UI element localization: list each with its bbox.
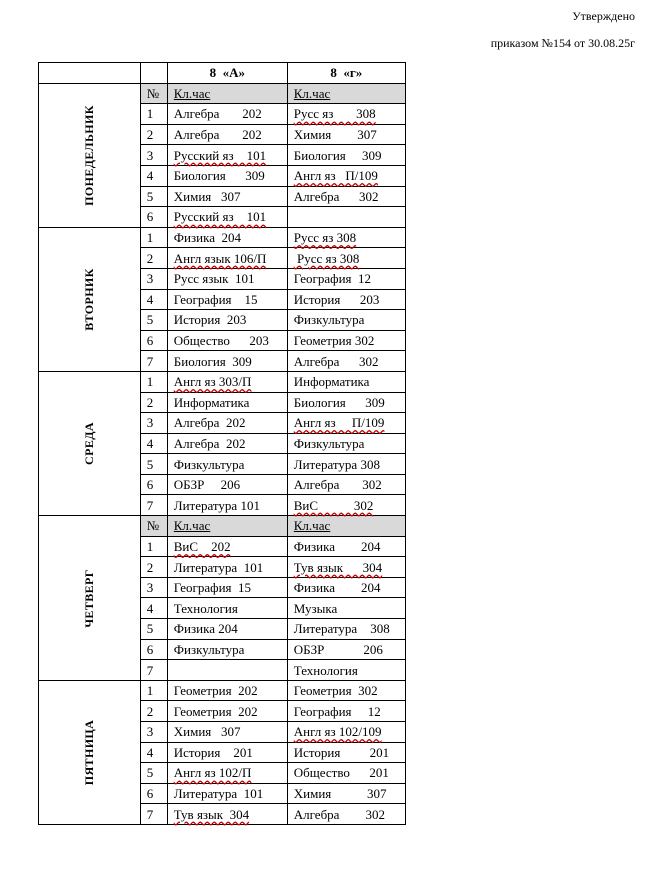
lesson-number: 3	[140, 145, 167, 166]
lesson-number: 6	[140, 639, 167, 660]
lesson-number: 7	[140, 660, 167, 681]
class-a-lesson: Русский яз 101	[173, 147, 267, 163]
day-name: ПОНЕДЕЛЬНИК	[81, 105, 96, 207]
class-a-lesson: Кл.час	[173, 518, 211, 534]
day-name-cell	[39, 371, 141, 515]
class-a-lesson-cell	[167, 433, 287, 454]
class-a-lesson-cell	[167, 351, 287, 372]
class-a-lesson: Литература 101	[173, 497, 260, 513]
class-a-lesson: География 15	[173, 291, 258, 307]
class-a-lesson-cell	[167, 557, 287, 578]
class-g-lesson-cell	[287, 495, 405, 516]
class-g-lesson: Физкультура	[293, 435, 365, 451]
class-g-lesson: Общество 201	[293, 765, 389, 781]
class-g-lesson-cell	[287, 145, 405, 166]
class-g-lesson: Физика 204	[293, 538, 381, 554]
class-a-lesson: Англ яз 102/П	[173, 765, 252, 781]
class-g-lesson: Англ яз 102/109	[293, 724, 382, 740]
class-a-lesson: Геометрия 202	[173, 683, 258, 699]
lesson-number: 6	[140, 783, 167, 804]
lesson-number: 4	[140, 289, 167, 310]
class-a-lesson: Кл.час	[173, 85, 211, 101]
class-g-lesson: ВиС 302	[293, 497, 374, 513]
class-g-lesson: ОБЗР 206	[293, 641, 383, 657]
class-g-lesson-cell	[287, 330, 405, 351]
lesson-number: 2	[140, 392, 167, 413]
lesson-number: 1	[140, 227, 167, 248]
class-a-lesson-cell	[167, 248, 287, 269]
class-a-lesson: Биология 309	[173, 353, 252, 369]
class-g-lesson-cell	[287, 310, 405, 331]
day-name: СРЕДА	[81, 422, 96, 466]
class-a-lesson: Геометрия 202	[173, 703, 258, 719]
lesson-number: 6	[140, 207, 167, 228]
class-a-lesson: Алгебра 202	[173, 415, 246, 431]
class-g-lesson-cell	[287, 639, 405, 660]
class-g-lesson-cell	[287, 413, 405, 434]
class-g-lesson: Алгебра 302	[293, 188, 379, 204]
class-g-lesson-cell	[287, 804, 405, 825]
lesson-number: 4	[140, 598, 167, 619]
class-a-lesson-cell	[167, 495, 287, 516]
class-a-lesson-cell	[167, 186, 287, 207]
class-g-header: 8 «г»	[287, 63, 405, 84]
class-g-lesson-cell	[287, 392, 405, 413]
day-name-cell	[39, 680, 141, 824]
class-a-lesson: Тув язык 304	[173, 806, 250, 822]
lesson-number: 6	[140, 474, 167, 495]
class-a-lesson-cell	[167, 804, 287, 825]
class-g-lesson: Англ яз П/109	[293, 168, 378, 184]
class-g-lesson: Литература 308	[293, 621, 390, 637]
class-a-lesson: ОБЗР 206	[173, 477, 241, 493]
class-a-lesson-cell	[167, 227, 287, 248]
class-a-lesson-cell	[167, 722, 287, 743]
class-a-lesson-cell	[167, 310, 287, 331]
class-g-lesson: Англ яз П/109	[293, 415, 385, 431]
day-name: ВТОРНИК	[81, 268, 96, 332]
class-g-lesson-cell	[287, 474, 405, 495]
class-a-lesson: Физкультура	[173, 456, 245, 472]
class-a-lesson-cell	[167, 454, 287, 475]
class-g-lesson: Технология	[293, 662, 358, 678]
class-g-lesson-cell	[287, 701, 405, 722]
class-g-lesson-cell	[287, 557, 405, 578]
class-a-lesson-cell	[167, 639, 287, 660]
class-g-lesson-cell	[287, 371, 405, 392]
class-g-lesson-cell	[287, 516, 405, 537]
class-g-lesson: Алгебра 302	[293, 353, 379, 369]
lesson-number: 5	[140, 763, 167, 784]
class-a-lesson: Алгебра 202	[173, 435, 246, 451]
class-g-lesson-cell	[287, 351, 405, 372]
class-g-lesson: История 203	[293, 291, 380, 307]
lesson-number: 7	[140, 804, 167, 825]
schedule-table	[38, 62, 406, 825]
class-g-lesson-cell	[287, 227, 405, 248]
class-g-lesson-cell	[287, 248, 405, 269]
class-a-lesson: Русский яз 101	[173, 209, 267, 225]
class-a-lesson: Физкультура	[173, 641, 245, 657]
class-g-lesson-cell	[287, 207, 405, 228]
class-g-lesson: Литература 308	[293, 456, 380, 472]
table-row	[39, 516, 406, 537]
class-g-lesson: Русс яз 308	[293, 230, 357, 246]
class-g-lesson-cell	[287, 268, 405, 289]
class-a-lesson: Англ яз 303/П	[173, 374, 252, 390]
class-g-lesson: География 12	[293, 703, 381, 719]
class-a-lesson: Литература 101	[173, 559, 264, 575]
class-g-lesson: Тув язык 304	[293, 559, 383, 575]
class-g-lesson-cell	[287, 83, 405, 104]
class-g-lesson-cell	[287, 598, 405, 619]
day-name-cell	[39, 516, 141, 681]
lesson-number: 5	[140, 186, 167, 207]
class-a-lesson: Физика 204	[173, 621, 238, 637]
class-a-lesson: Физика 204	[173, 230, 241, 246]
class-a-lesson-cell	[167, 577, 287, 598]
class-a-lesson-cell	[167, 392, 287, 413]
class-a-lesson-cell	[167, 207, 287, 228]
class-a-lesson-cell	[167, 145, 287, 166]
class-g-lesson-cell	[287, 763, 405, 784]
class-a-lesson: ВиС 202	[173, 538, 231, 554]
class-a-lesson: История 201	[173, 744, 253, 760]
class-g-lesson-cell	[287, 124, 405, 145]
class-a-lesson-cell	[167, 289, 287, 310]
class-g-lesson-cell	[287, 536, 405, 557]
class-a-lesson: Химия 307	[173, 188, 241, 204]
class-a-lesson-cell	[167, 165, 287, 186]
lesson-number: 2	[140, 124, 167, 145]
class-g-lesson-cell	[287, 289, 405, 310]
lesson-number: 1	[140, 680, 167, 701]
class-a-lesson-cell	[167, 371, 287, 392]
lesson-number: 5	[140, 454, 167, 475]
lesson-number: №	[140, 83, 167, 104]
class-g-lesson: Физика 204	[293, 580, 381, 596]
lesson-number: 7	[140, 351, 167, 372]
class-a-lesson-cell	[167, 742, 287, 763]
lesson-number: 2	[140, 701, 167, 722]
lesson-number: 4	[140, 742, 167, 763]
lesson-number: №	[140, 516, 167, 537]
class-g-lesson-cell	[287, 186, 405, 207]
day-name-cell	[39, 83, 141, 227]
class-g-lesson-cell	[287, 660, 405, 681]
lesson-number: 2	[140, 248, 167, 269]
class-a-lesson-cell	[167, 413, 287, 434]
class-g-lesson: Кл.час	[293, 518, 331, 534]
class-a-lesson: История 203	[173, 312, 247, 328]
class-a-header: 8 «А»	[167, 63, 287, 84]
class-g-lesson-cell	[287, 165, 405, 186]
class-g-lesson-cell	[287, 577, 405, 598]
class-a-lesson-cell	[167, 680, 287, 701]
table-row	[39, 371, 406, 392]
class-g-lesson: Русс яз 308	[293, 106, 376, 122]
lesson-number: 3	[140, 413, 167, 434]
lesson-number: 1	[140, 371, 167, 392]
class-a-lesson: Алгебра 202	[173, 106, 262, 122]
lesson-number: 3	[140, 577, 167, 598]
day-name-cell	[39, 227, 141, 371]
class-a-lesson: Технология	[173, 600, 238, 616]
class-a-lesson: Алгебра 202	[173, 127, 262, 143]
class-g-lesson: Физкультура	[293, 312, 365, 328]
class-a-lesson: Англ язык 106/П	[173, 250, 267, 266]
class-g-lesson: Музыка	[293, 600, 338, 616]
class-a-lesson-cell	[167, 536, 287, 557]
day-name: ЧЕТВЕРГ	[81, 569, 96, 628]
table-row	[39, 680, 406, 701]
class-a-lesson-cell	[167, 763, 287, 784]
class-a-lesson-cell	[167, 701, 287, 722]
table-row	[39, 83, 406, 104]
class-g-lesson-cell	[287, 742, 405, 763]
class-a-lesson: Биология 309	[173, 168, 265, 184]
class-a-lesson: Общество 203	[173, 333, 269, 349]
class-g-lesson: Химия 307	[293, 786, 387, 802]
class-a-lesson-cell	[167, 619, 287, 640]
class-g-lesson: География 12	[293, 271, 372, 287]
class-g-lesson: Геометрия 302	[293, 333, 375, 349]
class-a-lesson-cell	[167, 660, 287, 681]
class-a-lesson-cell	[167, 516, 287, 537]
day-name: ПЯТНИЦА	[81, 720, 96, 786]
lesson-number: 3	[140, 722, 167, 743]
class-g-lesson-cell	[287, 680, 405, 701]
class-g-lesson-cell	[287, 433, 405, 454]
class-g-lesson: Геометрия 302	[293, 683, 378, 699]
class-g-lesson: Информатика	[293, 374, 370, 390]
approval-title: Утверждено	[572, 9, 635, 23]
class-a-lesson: Информатика	[173, 394, 250, 410]
approval-order: приказом №154 от 30.08.25г	[490, 36, 635, 50]
class-a-lesson: География 15	[173, 580, 252, 596]
table-row	[39, 227, 406, 248]
header-num-cell	[140, 63, 167, 84]
class-a-lesson: Литература 101	[173, 786, 264, 802]
class-g-lesson-cell	[287, 783, 405, 804]
class-g-lesson-cell	[287, 619, 405, 640]
class-g-lesson: Химия 307	[293, 127, 377, 143]
class-g-lesson-cell	[287, 454, 405, 475]
lesson-number: 3	[140, 268, 167, 289]
class-a-lesson: Русс язык 101	[173, 271, 255, 287]
day-cell-header	[39, 63, 141, 84]
class-a-lesson-cell	[167, 474, 287, 495]
class-g-lesson: Алгебра 302	[293, 477, 382, 493]
class-a-lesson-cell	[167, 598, 287, 619]
class-a-lesson-cell	[167, 330, 287, 351]
lesson-number: 4	[140, 165, 167, 186]
class-g-lesson: Биология 309	[293, 394, 385, 410]
class-g-lesson: Алгебра 302	[293, 806, 385, 822]
class-a-lesson: Химия 307	[173, 724, 241, 740]
lesson-number: 1	[140, 104, 167, 125]
class-a-lesson-cell	[167, 83, 287, 104]
lesson-number: 2	[140, 557, 167, 578]
class-a-lesson-cell	[167, 268, 287, 289]
lesson-number: 5	[140, 619, 167, 640]
class-g-lesson: Русс яз 308	[293, 250, 360, 266]
lesson-number: 6	[140, 330, 167, 351]
class-g-lesson-cell	[287, 722, 405, 743]
class-header-row	[39, 63, 406, 84]
class-g-lesson: История 201	[293, 744, 390, 760]
class-a-lesson-cell	[167, 104, 287, 125]
class-g-lesson-cell	[287, 104, 405, 125]
lesson-number: 5	[140, 310, 167, 331]
lesson-number: 7	[140, 495, 167, 516]
class-a-lesson-cell	[167, 124, 287, 145]
class-g-lesson: Кл.час	[293, 85, 331, 101]
class-a-lesson-cell	[167, 783, 287, 804]
class-g-lesson: Биология 309	[293, 147, 382, 163]
lesson-number: 4	[140, 433, 167, 454]
lesson-number: 1	[140, 536, 167, 557]
